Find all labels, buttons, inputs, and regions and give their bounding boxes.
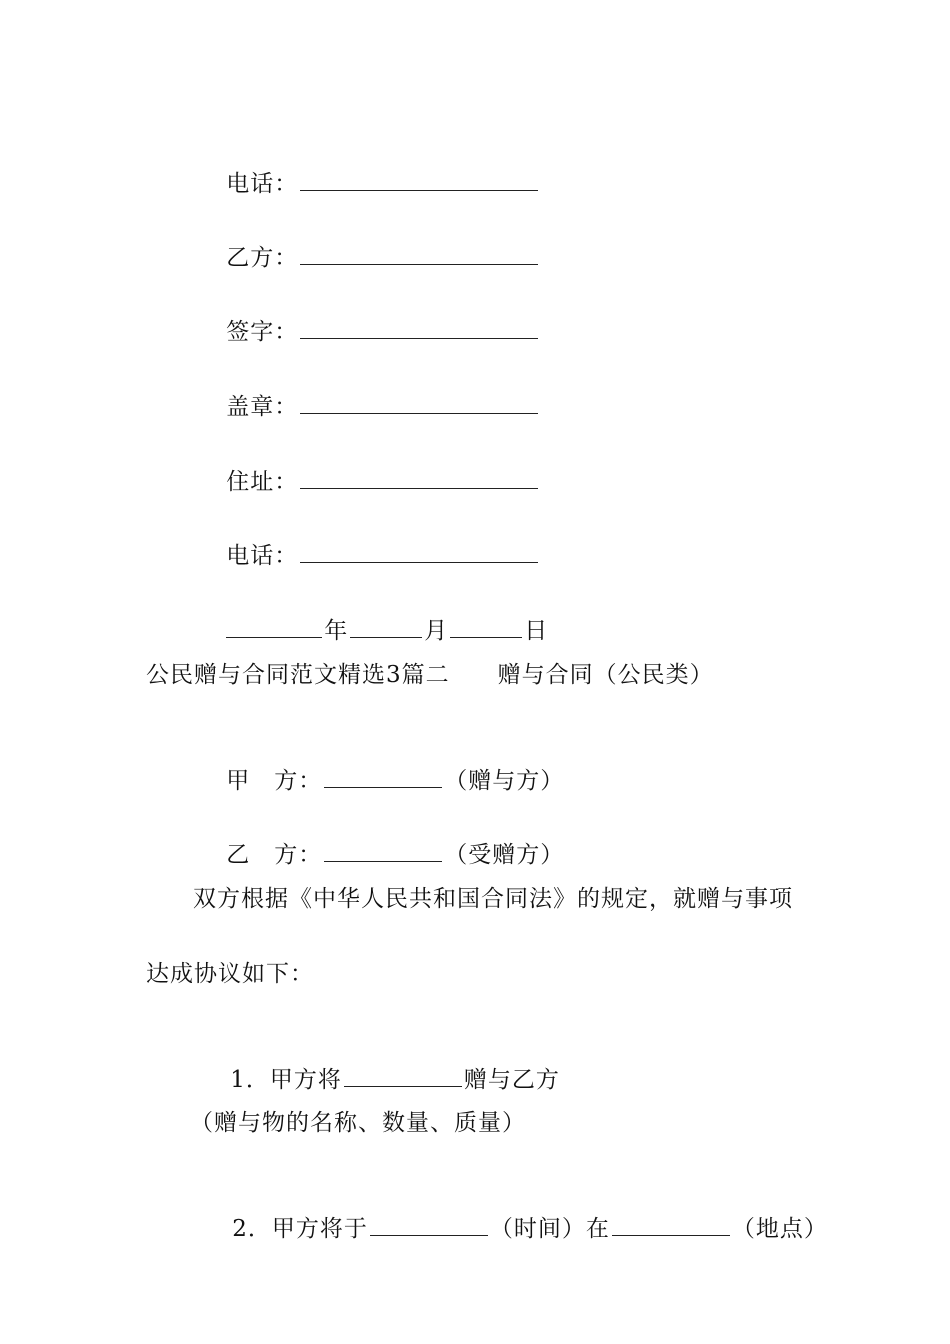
party-b-row-label: 乙 方：: [226, 842, 323, 868]
party-b-row-blank: [324, 839, 442, 862]
address-label: 住址：: [226, 469, 299, 495]
clause-2-middle: （时间）在: [489, 1216, 610, 1242]
section-heading: 公民赠与合同范文精选3篇二 赠与合同（公民类）: [146, 662, 714, 688]
clause-1-blank: [344, 1064, 462, 1087]
party-b-label: 乙方：: [226, 245, 299, 271]
clause-2-place-blank: [612, 1213, 730, 1236]
clause-2-prefix: 2．甲方将于: [232, 1216, 368, 1242]
party-a-blank: [324, 765, 442, 788]
day-blank: [450, 615, 522, 638]
signature-label: 签字：: [226, 319, 299, 345]
signature-blank: [300, 316, 538, 339]
clause-1-prefix: 1．甲方将: [230, 1067, 342, 1093]
year-blank: [226, 615, 322, 638]
phone-blank-2: [300, 540, 538, 563]
clause-2-time-blank: [370, 1213, 488, 1236]
phone-blank: [300, 168, 538, 191]
party-a-role: （赠与方）: [444, 768, 565, 794]
phone-label-2: 电话：: [226, 543, 299, 569]
clause-1-suffix: 赠与乙方: [463, 1067, 560, 1093]
seal-blank: [300, 391, 538, 414]
seal-label: 盖章：: [226, 394, 299, 420]
phone-label: 电话：: [226, 171, 299, 197]
intro-line-1: 双方根据《中华人民共和国合同法》的规定，就赠与事项: [193, 886, 793, 912]
clause-1-note: （赠与物的名称、数量、质量）: [190, 1110, 526, 1136]
clause-2: [199, 1183, 828, 1274]
clause-2-suffix: （地点）: [731, 1216, 828, 1242]
party-a-label: 甲 方：: [226, 768, 323, 794]
intro-line-2: 达成协议如下：: [146, 961, 314, 987]
year-label: 年: [324, 618, 349, 644]
month-blank: [350, 615, 422, 638]
party-b-blank: [300, 242, 538, 265]
day-label: 日: [524, 618, 549, 644]
address-blank: [300, 466, 538, 489]
month-label: 月: [424, 618, 449, 644]
party-b-role: （受赠方）: [444, 842, 565, 868]
